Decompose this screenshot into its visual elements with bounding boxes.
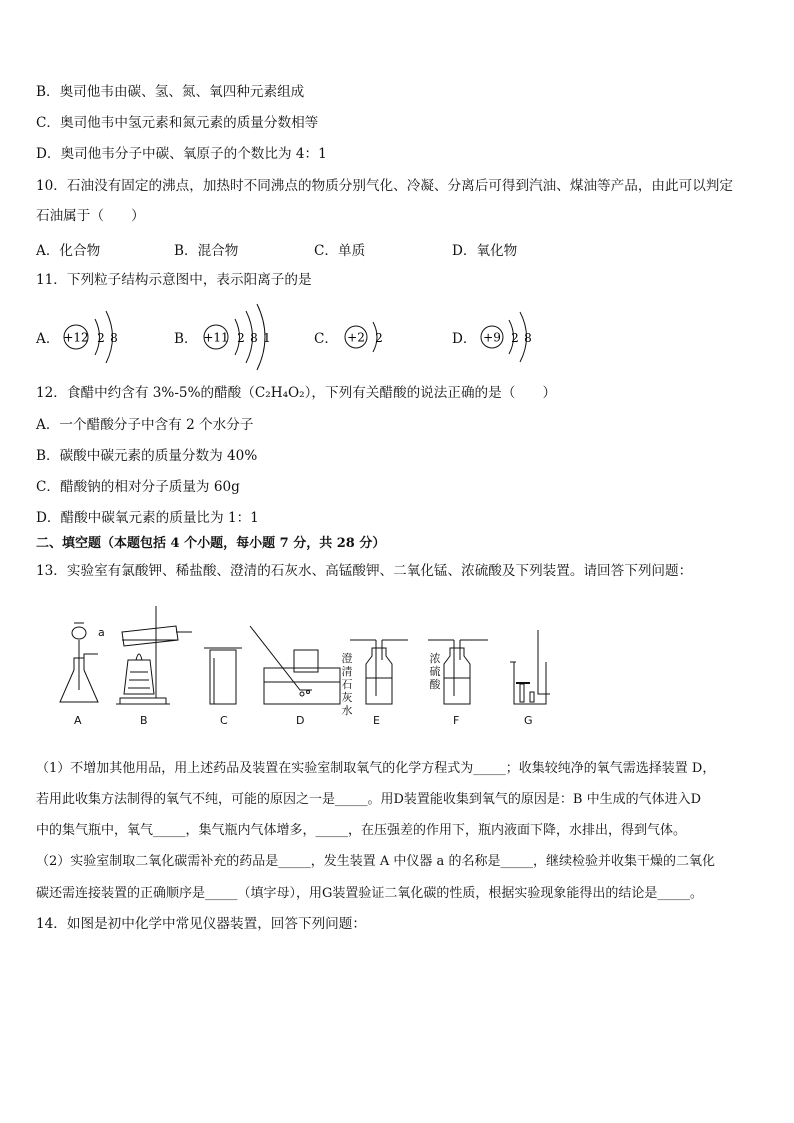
q11-option-d-label: D． [452, 331, 477, 347]
q11-atom-a-diagram [62, 300, 142, 374]
q11-stem: 11．下列粒子结构示意图中，表示阳离子的是 [36, 272, 312, 288]
q11-b-shell-3: 1 [263, 331, 271, 345]
q11-a-shell-1: 2 [97, 331, 105, 345]
q9-option-d: D．奥司他韦分子中碳、氧原子的个数比为 4：1 [36, 146, 327, 162]
q14-stem: 14．如图是初中化学中常见仪器装置，回答下列问题： [36, 916, 366, 932]
q12-option-a: A．一个醋酸分子中含有 2 个水分子 [36, 417, 254, 433]
q13-part2-line1: （2）实验室制取二氧化碳需补充的药品是_____，发生装置 A 中仪器 a 的名称是_____，继续检验并收集干燥的二氧化 [36, 854, 715, 869]
q11-a-nucleus: +12 [63, 330, 89, 345]
q11-c-shell-1: 2 [375, 331, 383, 345]
q11-b-shell-1: 2 [237, 331, 245, 345]
q13-part2-line2: 碳还需连接装置的正确顺序是_____（填字母），用G装置验证二氧化碳的性质，根据实验现象能得出的结论是_____。 [36, 886, 703, 901]
q11-atom-b-diagram [200, 300, 290, 374]
q13-stem: 13．实验室有氯酸钾、稀盐酸、澄清的石灰水、高锰酸钾、二氧化锰、浓硫酸及下列装置。请回答下列问题： [36, 563, 693, 579]
q13-part1-line3: 中的集气瓶中，氧气_____，集气瓶内气体增多，_____，在压强差的作用下，瓶内液面下降，水排出，得到气体。 [36, 823, 687, 838]
q13-e-reagent-label: 澄清石灰水 [341, 652, 353, 717]
q13-apparatus-figure [50, 600, 570, 730]
q10-stem-line1: 10．石油没有固定的沸点，加热时不同沸点的物质分别气化、冷凝、分离后可得到汽油、煤油等产品，由此可以判定 [36, 178, 733, 194]
q13-label-f: F [453, 714, 460, 727]
q11-b-nucleus: +11 [203, 330, 229, 345]
q13-part1-line1: （1）不增加其他用品，用上述药品及装置在实验室制取氧气的化学方程式为_____；收集较纯净的氧气需选择装置 D， [36, 761, 716, 776]
q13-f-reagent-label: 浓硫酸 [429, 652, 441, 691]
q11-d-shell-2: 8 [524, 331, 532, 345]
q11-a-shell-2: 8 [110, 331, 118, 345]
q11-option-c-label: C． [314, 331, 338, 347]
q10-option-a: A．化合物 [36, 243, 101, 259]
q11-b-shell-2: 8 [250, 331, 258, 345]
q13-label-d: D [296, 714, 305, 727]
q13-label-c: C [220, 714, 228, 727]
q13-label-g: G [524, 714, 533, 727]
q9-option-c: C．奥司他韦中氢元素和氮元素的质量分数相等 [36, 115, 319, 131]
q11-option-d [452, 300, 552, 374]
q13-label-e: E [373, 714, 380, 727]
q13-apparatus-drawing [50, 600, 570, 730]
q13-label-b: B [140, 714, 148, 727]
q11-option-c [314, 300, 404, 374]
q11-atom-d-diagram [478, 300, 558, 374]
section-2-heading: 二、填空题（本题包括 4 个小题，每小题 7 分，共 28 分） [36, 536, 386, 551]
q13-instrument-a-label: a [98, 626, 105, 639]
q11-option-a-label: A． [36, 331, 60, 347]
q10-option-c: C．单质 [314, 243, 366, 259]
q12-option-c: C．醋酸钠的相对分子质量为 60g [36, 479, 240, 495]
q9-option-b: B．奥司他韦由碳、氢、氮、氧四种元素组成 [36, 84, 305, 100]
q11-atom-c-diagram [342, 300, 402, 374]
q13-part1-line2: 若用此收集方法制得的氧气不纯，可能的原因之一是_____。用D装置能收集到氧气的原因是：B 中生成的气体进入D [36, 792, 702, 807]
q12-option-d: D．醋酸中碳氧元素的质量比为 1：1 [36, 510, 259, 526]
q10-option-b: B．混合物 [174, 243, 239, 259]
q13-label-a: A [74, 714, 82, 727]
q10-stem-line2: 石油属于（ ） [36, 208, 145, 224]
q11-c-nucleus: +2 [347, 330, 365, 345]
q11-d-nucleus: +9 [483, 330, 501, 345]
q10-options [36, 239, 736, 257]
q11-option-a [36, 300, 136, 374]
q11-option-b-label: B． [174, 331, 198, 347]
q12-option-b: B．碳酸中碳元素的质量分数为 40% [36, 448, 258, 464]
q11-d-shell-1: 2 [511, 331, 519, 345]
q11-option-b [174, 300, 284, 374]
q10-option-d: D．氧化物 [452, 243, 518, 259]
q12-stem: 12．食醋中约含有 3%-5%的醋酸（C₂H₄O₂），下列有关醋酸的说法正确的是（ ） [36, 385, 557, 401]
